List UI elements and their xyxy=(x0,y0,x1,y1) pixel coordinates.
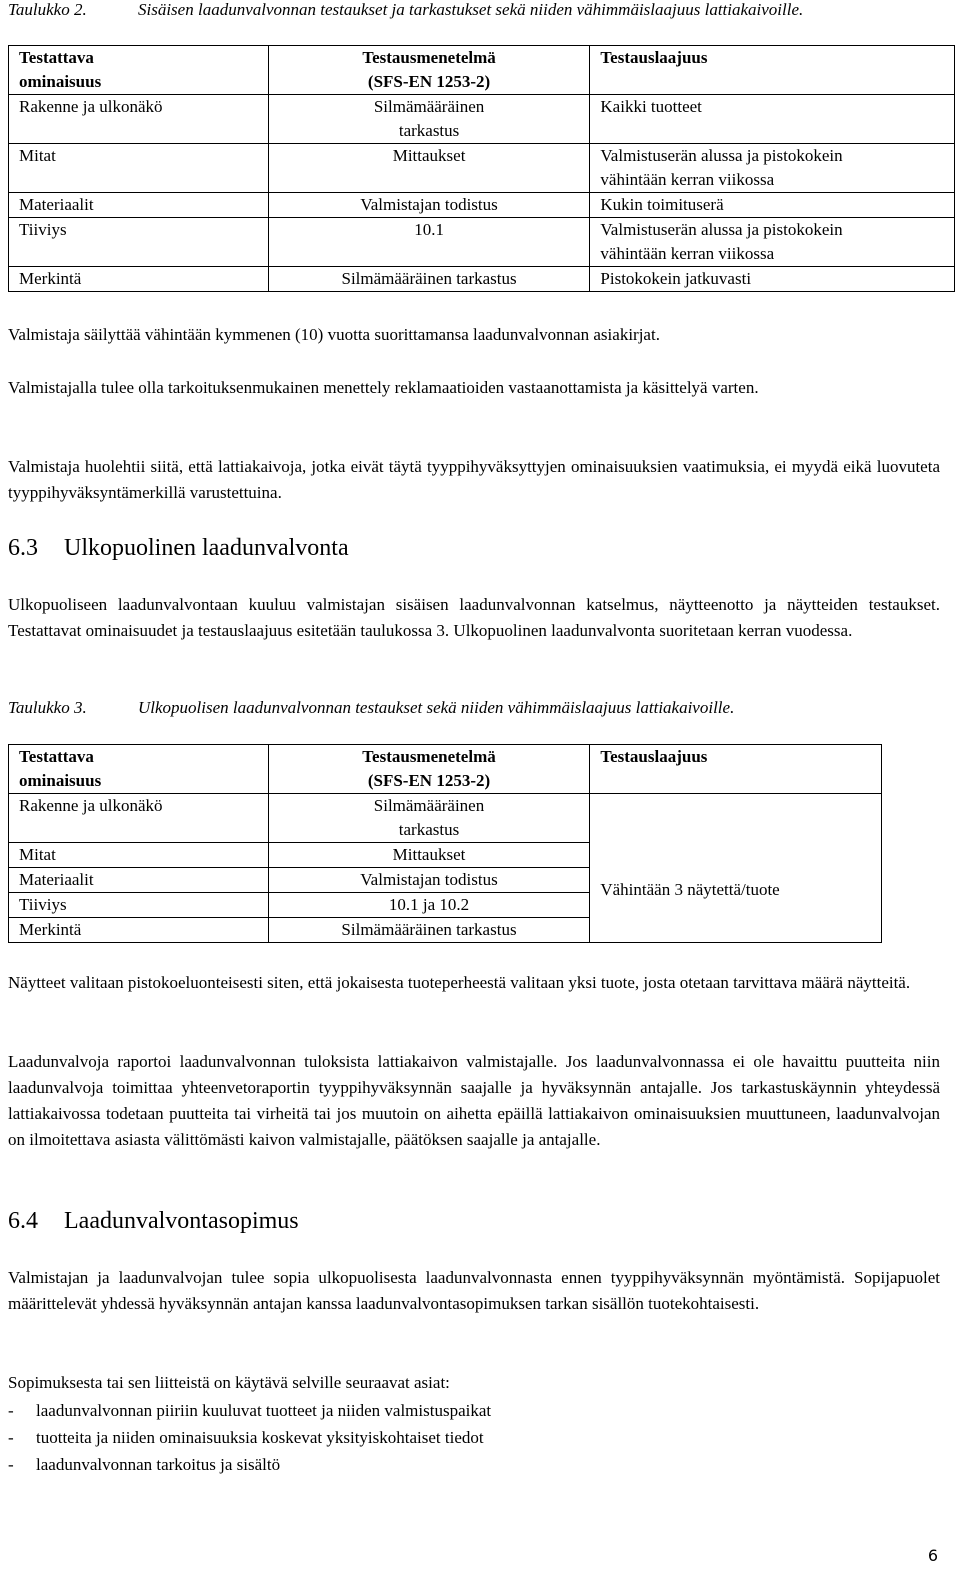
paragraph-reporting: Laadunvalvoja raportoi laadunvalvonnan tuloksista lattiakaivon valmistajalle. Jos laadunvalvonnassa ei ole havaittu puutteita niin laadunvalvoja toimittaa yhteenvetoraportin tyyppihyväksynnän saajalle ja hyväksynnän antajalle. Jos tarkastuskäynnin yhteydessä lattiakaivossa todetaan puutteita tai virheitä tai jos muutoin on aihetta epäillä lattiakaivon ominaisuuksien muuttuneen, laadunvalvojan on ilmoitettava asiasta välittömästi kaivon valmistajalle, päätöksen saajalle ja antajalle. xyxy=(8,1052,940,1149)
table-cell-method: Silmämääräinen tarkastus xyxy=(268,95,590,144)
table-2-header-property: Testattava ominaisuus xyxy=(9,46,269,95)
paragraph-archive: Valmistaja säilyttää vähintään kymmenen (10) vuotta suorittamansa laadunvalvonnan asiakirjat. xyxy=(8,325,660,344)
table-3-caption-label: Taulukko 3. xyxy=(8,698,87,717)
list-item: - laadunvalvonnan tarkoitus ja sisältö xyxy=(8,1451,491,1478)
table-cell-method: Valmistajan todistus xyxy=(268,193,590,218)
section-title: Laadunvalvontasopimus xyxy=(64,1208,299,1234)
table-cell-scope: Kukin toimituserä xyxy=(590,193,955,218)
agreement-items-list xyxy=(8,1397,491,1478)
table-3-caption xyxy=(8,698,734,718)
table-3-header-row xyxy=(9,745,882,794)
table-cell-method: Mittaukset xyxy=(268,843,590,868)
section-number: 6.4 xyxy=(8,1208,38,1234)
table-cell-property: Mitat xyxy=(9,144,269,193)
table-2-header-row xyxy=(9,46,955,95)
table-3 xyxy=(8,744,882,943)
table-cell-property: Materiaalit xyxy=(9,193,269,218)
table-cell-property: Rakenne ja ulkonäkö xyxy=(9,95,269,144)
table-cell-property: Merkintä xyxy=(9,918,269,943)
table-row xyxy=(9,794,882,843)
table-row xyxy=(9,144,955,193)
table-cell-scope: Pistokokein jatkuvasti xyxy=(590,267,955,292)
bullet-dash: - xyxy=(8,1401,14,1420)
table-cell-property: Rakenne ja ulkonäkö xyxy=(9,794,269,843)
table-2-caption-label: Taulukko 2. xyxy=(8,0,87,19)
table-cell-scope: Valmistuserän alussa ja pistokokein vähintään kerran viikossa xyxy=(590,218,955,267)
table-cell-method: 10.1 ja 10.2 xyxy=(268,893,590,918)
table-cell-property: Tiiviys xyxy=(9,893,269,918)
table-2-header-method: Testausmenetelmä (SFS-EN 1253-2) xyxy=(268,46,590,95)
table-2-caption-text: Sisäisen laadunvalvonnan testaukset ja tarkastukset sekä niiden vähimmäislaajuus lattiakaivoille. xyxy=(138,0,804,19)
section-number: 6.3 xyxy=(8,535,38,561)
table-2-caption xyxy=(8,0,803,20)
table-cell-property: Materiaalit xyxy=(9,868,269,893)
table-cell-property: Merkintä xyxy=(9,267,269,292)
table-2 xyxy=(8,45,955,292)
bullet-dash: - xyxy=(8,1428,14,1447)
bullet-dash: - xyxy=(8,1455,14,1474)
table-cell-method: Valmistajan todistus xyxy=(268,868,590,893)
section-6-4-heading xyxy=(8,1206,299,1236)
table-3-scope-cell: Vähintään 3 näytettä/tuote xyxy=(590,794,882,943)
page-number: 6 xyxy=(927,1546,938,1565)
table-cell-property: Tiiviys xyxy=(9,218,269,267)
paragraph-sampling: Näytteet valitaan pistokoeluonteisesti siten, että jokaisesta tuoteperheestä valitaan yksi tuote, josta otetaan tarvittava määrä näytteitä. xyxy=(8,973,911,992)
table-3-header-method: Testausmenetelmä (SFS-EN 1253-2) xyxy=(268,745,590,794)
table-cell-method: Mittaukset xyxy=(268,144,590,193)
table-row xyxy=(9,95,955,144)
paragraph-complaints: Valmistajalla tulee olla tarkoituksenmukainen menettely reklamaatioiden vastaanottamista ja käsittelyä varten. xyxy=(8,378,759,397)
table-cell-scope: Kaikki tuotteet xyxy=(590,95,955,144)
paragraph-agreement-contents: Sopimuksesta tai sen liitteistä on käytävä selville seuraavat asiat: xyxy=(8,1373,450,1392)
paragraph-agreement: Valmistajan ja laadunvalvojan tulee sopia ulkopuolisesta laadunvalvonnasta ennen tyyppihyväksynnän myöntämistä. Sopijapuolet määrittelevät yhdessä hyväksynnän antajan kanssa laadunvalvontasopimuksen tarkan sisällön tuotekohtaisesti. xyxy=(8,1268,940,1313)
table-3-header-scope: Testauslaajuus xyxy=(590,745,882,794)
section-6-3-heading xyxy=(8,533,349,563)
list-item: - laadunvalvonnan piiriin kuuluvat tuotteet ja niiden valmistuspaikat xyxy=(8,1397,491,1424)
paragraph-external-qc: Ulkopuoliseen laadunvalvontaan kuuluu valmistajan sisäisen laadunvalvonnan katselmus, näytteenotto ja näytteiden testaukset. Testattavat ominaisuudet ja testauslaajuus esitetään taulukossa 3. Ulkopuolinen laadunvalvonta suoritetaan kerran vuodessa. xyxy=(8,595,940,640)
paragraph-nonconforming: Valmistaja huolehtii siitä, että lattiakaivoja, jotka eivät täytä tyyppihyväksyttyjen ominaisuuksien vaatimuksia, ei myydä eikä luovuteta tyyppihyväksyntämerkillä varustettuina. xyxy=(8,457,940,502)
table-row xyxy=(9,193,955,218)
table-cell-method: Silmämääräinen tarkastus xyxy=(268,918,590,943)
table-cell-method: Silmämääräinen tarkastus xyxy=(268,267,590,292)
table-cell-property: Mitat xyxy=(9,843,269,868)
table-3-header-property: Testattava ominaisuus xyxy=(9,745,269,794)
table-cell-method: 10.1 xyxy=(268,218,590,267)
table-cell-method: Silmämääräinen tarkastus xyxy=(268,794,590,843)
table-row xyxy=(9,267,955,292)
section-title: Ulkopuolinen laadunvalvonta xyxy=(64,535,349,561)
table-row xyxy=(9,218,955,267)
table-3-caption-text: Ulkopuolisen laadunvalvonnan testaukset sekä niiden vähimmäislaajuus lattiakaivoille. xyxy=(138,698,735,717)
list-item: - tuotteita ja niiden ominaisuuksia koskevat yksityiskohtaiset tiedot xyxy=(8,1424,491,1451)
table-cell-scope: Valmistuserän alussa ja pistokokein vähintään kerran viikossa xyxy=(590,144,955,193)
table-2-header-scope: Testauslaajuus xyxy=(590,46,955,95)
